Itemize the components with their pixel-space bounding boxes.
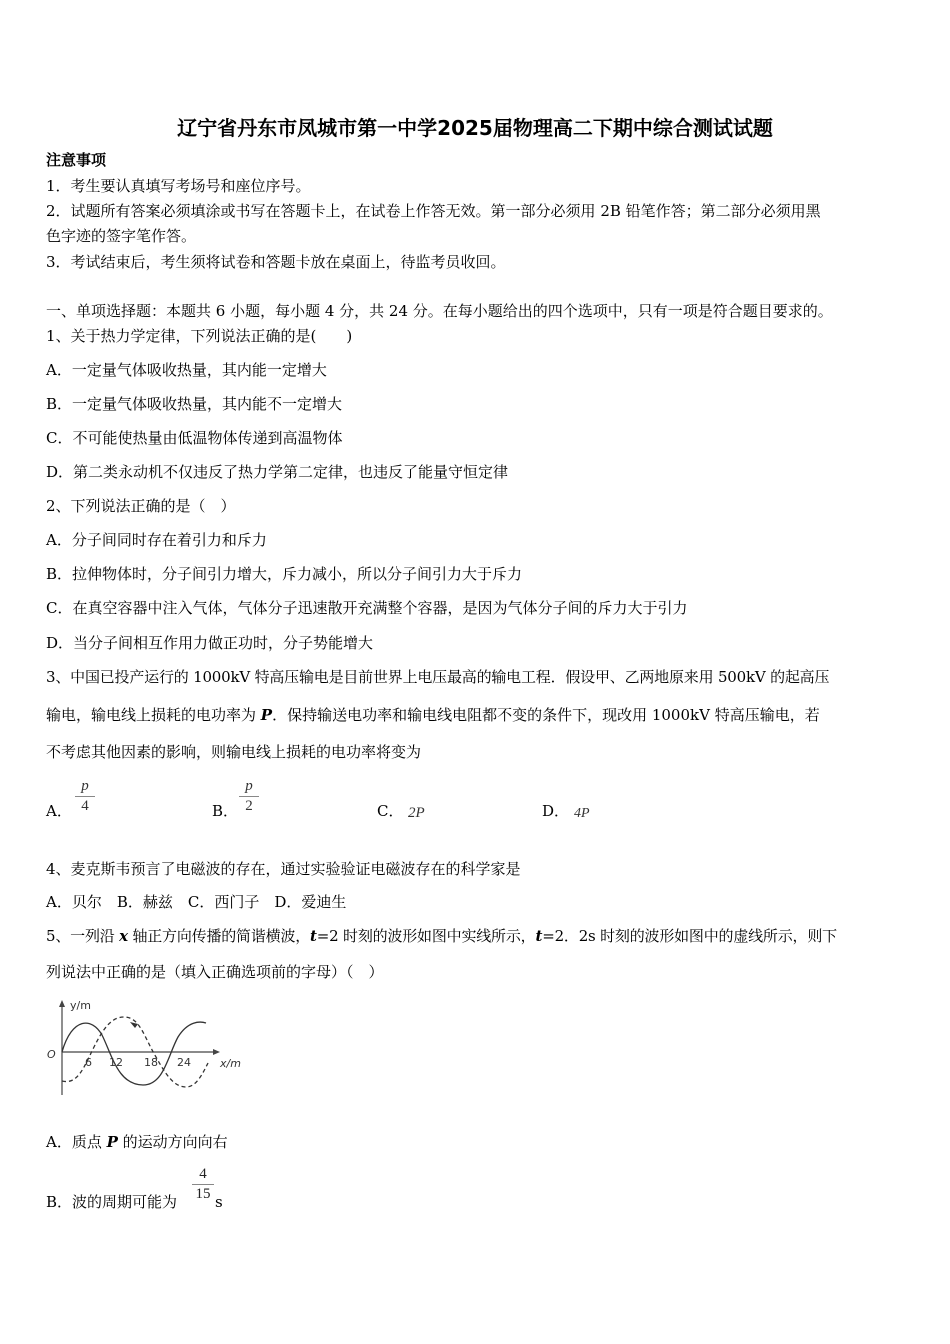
x-axis-label: x/m [220,1057,241,1070]
q3-stem-line-2: 输电，输电线上损耗的电功率为 P．保持输送电功率和输电线电阻都不变的条件下，现改用 1000kV 特高压输电，若 [46,706,820,724]
q2-option-b: B．拉伸物体时，分子间引力增大，斥力减小，所以分子间引力大于斥力 [46,565,523,583]
q3-option-a-label: A． [46,802,72,820]
q2-option-c: C．在真空容器中注入气体，气体分子迅速散开充满整个容器，是因为气体分子间的斥力大于引力 [46,599,688,617]
q3-option-c-label: C． [377,802,404,820]
q5-stem-line-2: 列说法中正确的是（填入正确选项前的字母）（ ） [46,963,384,981]
wave-direction-arrow-icon [130,1022,138,1028]
q1-stem: 1、关于热力学定律，下列说法正确的是( ) [46,327,353,345]
q2-option-d: D．当分子间相互作用力做正功时，分子势能增大 [46,634,374,652]
q3-stem-line-1: 3、中国已投产运行的 1000kV 特高压输电是目前世界上电压最高的输电工程．假设甲、乙两地原来用 500kV 的起高压 [46,668,830,686]
exam-title: 辽宁省丹东市凤城市第一中学2025届物理高二下期中综合测试试题 [177,116,773,140]
q3-option-b-fraction: p 2 [239,778,259,815]
q3-option-b-label: B． [212,802,239,820]
q1-option-a: A．一定量气体吸收热量，其内能一定增大 [46,361,327,379]
q3-option-a-fraction: p 4 [75,778,95,815]
q1-option-d: D．第二类永动机不仅违反了热力学第二定律，也违反了能量守恒定律 [46,463,509,481]
x-tick-6: 6 [85,1056,92,1069]
q5-option-b: B．波的周期可能为 [46,1193,178,1211]
notice-item-2: 2．试题所有答案必须填涂或书写在答题卡上，在试卷上作答无效。第一部分必须用 2B 铅笔作答；第二部分必须用黑 [46,202,821,220]
q5-option-a: A．质点 P 的运动方向向右 [46,1133,228,1151]
solid-wave [62,1022,206,1085]
q1-option-b: B．一定量气体吸收热量，其内能不一定增大 [46,395,343,413]
q2-stem: 2、下列说法正确的是（ ） [46,497,236,515]
x-tick-18: 18 [144,1056,158,1069]
q1-option-c: C．不可能使热量由低温物体传递到高温物体 [46,429,343,447]
q3-option-c-value: 2P [408,805,425,821]
x-tick-24: 24 [177,1056,191,1069]
x-axis-arrow-icon [213,1049,220,1055]
section-heading: 一、单项选择题：本题共 6 小题，每小题 4 分，共 24 分。在每小题给出的四个选项中，只有一项是符合题目要求的。 [46,302,833,320]
notice-item-2-cont: 色字迹的签字笔作答。 [46,227,197,245]
notice-item-1: 1．考生要认真填写考场号和座位序号。 [46,177,311,195]
q2-option-a: A．分子间同时存在着引力和斥力 [46,531,267,549]
x-tick-12: 12 [109,1056,123,1069]
notice-item-3: 3．考试结束后，考生须将试卷和答题卡放在桌面上，待监考员收回。 [46,253,506,271]
y-axis-label: y/m [70,999,91,1012]
origin-label: O [47,1048,56,1061]
q5-stem-line-1: 5、一列沿 x 轴正方向传播的简谐横波，t=2 时刻的波形如图中实线所示，t=2．2s 时刻的波形如图中的虚线所示，则下 [46,927,837,945]
wave-graph [44,995,254,1100]
q5-option-b-fraction: 4 15 [192,1166,214,1203]
y-axis-arrow-icon [59,1000,65,1007]
q3-stem-line-3: 不考虑其他因素的影响，则输电线上损耗的电功率将变为 [46,743,422,761]
notice-heading: 注意事项 [46,151,107,169]
q4-stem: 4、麦克斯韦预言了电磁波的存在，通过实验验证电磁波存在的科学家是 [46,860,521,878]
q4-options: A．贝尔 B．赫兹 C．西门子 D．爱迪生 [46,893,347,911]
q5-option-b-unit: s [215,1193,223,1211]
q3-option-d-value: 4P [574,806,590,821]
q3-option-d-label: D． [542,802,570,820]
